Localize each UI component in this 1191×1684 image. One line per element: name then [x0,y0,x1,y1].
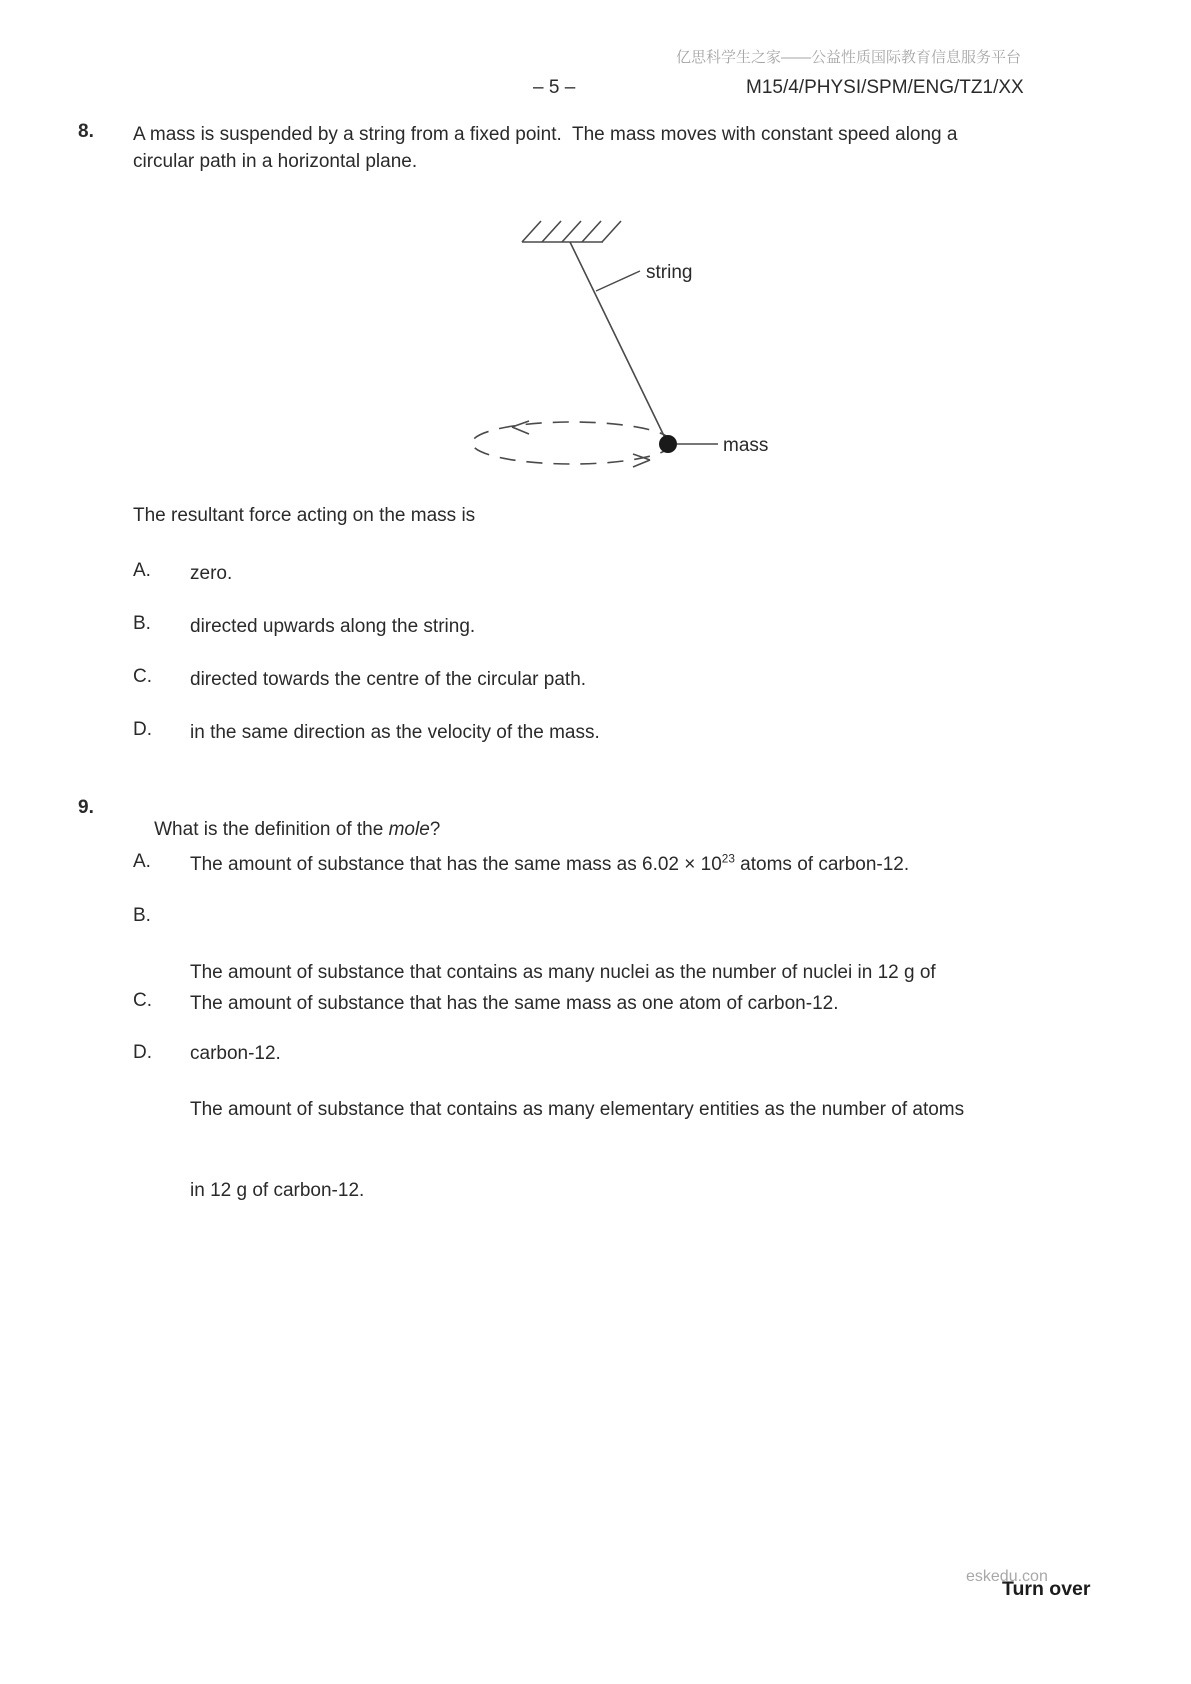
turn-over-label: Turn over [1002,1578,1091,1600]
mass-dot [659,435,677,453]
q9-option-a-label: A. [133,851,151,872]
q9-option-b-line-1: The amount of substance that contains as many nuclei as the number of nuclei in 12 g of [190,962,936,983]
q9-option-b-label: B. [133,905,151,926]
q9-option-a-text-before-sup: The amount of substance that has the same mass as 6.02 × 10 [190,854,722,875]
q8-option-a-label: A. [133,560,151,581]
question-9-text-suffix: ? [429,819,441,840]
footer-watermark: eskedu.con [966,1568,1048,1585]
question-9-number: 9. [78,797,94,818]
chinese-watermark: 亿思科学生之家——公益性质国际教育信息服务平台 [676,49,1022,66]
q9-option-d-text [190,1042,964,1258]
question-8-stem: The resultant force acting on the mass is [133,505,476,526]
motion-arrow-right-icon [633,454,650,467]
q9-option-b-line-2: carbon-12. [190,1043,281,1064]
string-label: string [646,262,693,283]
q8-option-d-label: D. [133,719,152,740]
paper-code: M15/4/PHYSI/SPM/ENG/TZ1/XX [746,77,1024,98]
q8-option-a-text: zero. [190,563,233,584]
question-9-term-mole: mole [388,819,430,840]
circular-motion-diagram [430,195,790,480]
page-number: – 5 – [533,77,576,98]
q8-option-b-text: directed upwards along the string. [190,616,476,637]
motion-arrow-left-icon [512,421,529,434]
string-pointer-line [596,271,640,291]
q8-option-b-label: B. [133,613,151,634]
q8-option-d-text: in the same direction as the velocity of the mass. [190,722,600,743]
q9-option-a-text [190,851,909,878]
mass-label: mass [723,435,769,456]
question-8-text-line-2: circular path in a horizontal plane. [133,151,418,172]
q9-option-d-label: D. [133,1042,152,1063]
q9-option-d-line-2: in 12 g of carbon-12. [190,1180,365,1201]
question-9-text-prefix: What is the definition of the [154,819,389,840]
q9-option-a-text-after-sup: atoms of carbon-12. [734,854,910,875]
q9-option-d-line-1: The amount of substance that contains as many elementary entities as the number of atoms [190,1099,965,1120]
question-8-text [133,121,957,175]
q9-option-c-label: C. [133,990,152,1011]
question-8-number: 8. [78,121,94,142]
q9-option-c-text: The amount of substance that has the same mass as one atom of carbon-12. [190,993,839,1014]
q8-option-c-label: C. [133,666,152,687]
q9-option-a-exponent: 23 [721,852,735,866]
q8-option-c-text: directed towards the centre of the circular path. [190,669,587,690]
fixed-support-hatching [522,221,621,242]
question-8-text-line-1: A mass is suspended by a string from a fixed point. The mass moves with constant speed along a [133,124,958,145]
